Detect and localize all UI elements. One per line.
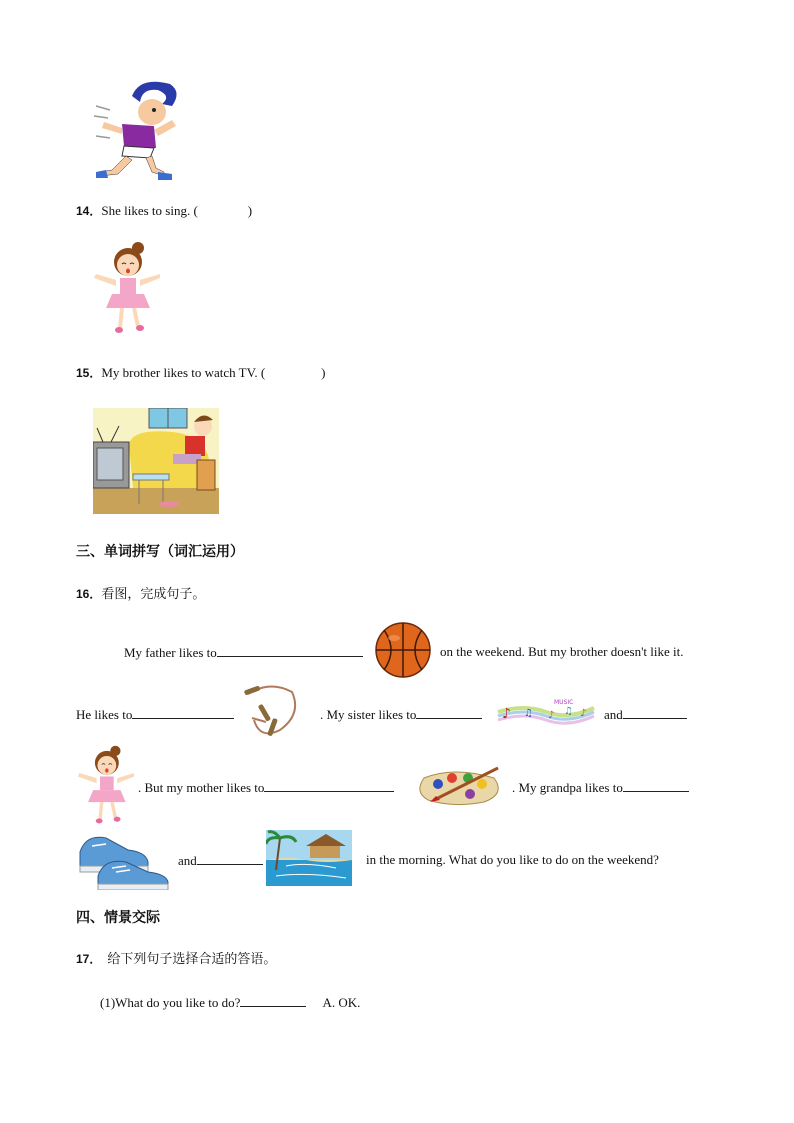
close-paren: ): [321, 365, 326, 380]
basketball-image: [374, 620, 432, 680]
q16-line-4-end: in the morning. What do you like to do on the weekend?: [366, 852, 659, 867]
svg-text:♪: ♪: [548, 710, 555, 721]
q16-line-3-end: [512, 779, 689, 796]
section-3-heading: 三、单词拼写（词汇运用）: [76, 544, 244, 560]
swimming-pool-image: [266, 830, 352, 886]
sentence-fragment: . My sister likes to: [320, 707, 417, 722]
q16-line-2-middle: [320, 706, 482, 723]
answer-blank[interactable]: [132, 706, 234, 719]
question-15: [76, 364, 326, 381]
paint-palette-image: [414, 764, 506, 806]
music-notes-image: [494, 696, 598, 726]
question-16: [76, 583, 205, 602]
answer-blank[interactable]: [623, 779, 689, 792]
question-14: [76, 202, 252, 219]
question-instruction: 给下列句子选择合适的答语。: [107, 952, 277, 967]
sentence-fragment: My father likes to: [124, 645, 217, 660]
question-number: 16．: [76, 587, 102, 601]
q17-item-1: [100, 994, 360, 1011]
question-text: My brother likes to watch TV. (: [101, 365, 266, 380]
svg-text:♪: ♪: [502, 706, 511, 722]
jump-rope-image: [240, 684, 302, 740]
question-text: She likes to sing. (: [101, 203, 198, 218]
q16-line-2-start: [76, 706, 234, 723]
q16-line-3-start: [138, 779, 394, 796]
answer-blank[interactable]: [264, 779, 394, 792]
question-instruction: 看图，完成句子。: [101, 587, 206, 602]
q16-line-4-start: [178, 852, 263, 869]
svg-text:♪: ♪: [580, 708, 587, 719]
answer-blank[interactable]: [623, 706, 687, 719]
answer-blank[interactable]: [217, 644, 363, 657]
q16-line-1-start: [124, 644, 363, 661]
singing-girl-image-small: [76, 744, 136, 826]
section-4-heading: 四、情景交际: [76, 910, 160, 926]
question-17: [76, 948, 276, 967]
close-paren: ): [247, 203, 253, 218]
q16-line-1-end: on the weekend. But my brother doesn't like it.: [440, 644, 684, 659]
sentence-fragment: He likes to: [76, 707, 133, 722]
question-number: 15．: [76, 366, 102, 380]
sentence-fragment: and: [178, 853, 197, 868]
running-boy-image: [92, 76, 184, 180]
svg-text:♫: ♫: [524, 708, 533, 719]
answer-blank[interactable]: [197, 852, 263, 865]
question-number: 17．: [76, 952, 102, 966]
singing-girl-image: [92, 240, 162, 336]
sentence-fragment: . My grandpa likes to: [512, 780, 623, 795]
answer-option: A. OK.: [322, 995, 361, 1010]
q16-line-2-end: [604, 706, 687, 723]
answer-blank[interactable]: [240, 994, 306, 1007]
item-prompt: (1)What do you like to do?: [100, 995, 241, 1010]
question-number: 14．: [76, 204, 102, 218]
svg-text:♫: ♫: [564, 706, 573, 717]
sneakers-image: [76, 826, 172, 890]
music-label: MUSIC: [554, 699, 574, 706]
sentence-fragment: . But my mother likes to: [138, 780, 265, 795]
sentence-fragment: and: [604, 707, 623, 722]
answer-blank[interactable]: [416, 706, 482, 719]
watching-tv-image: [93, 408, 219, 514]
